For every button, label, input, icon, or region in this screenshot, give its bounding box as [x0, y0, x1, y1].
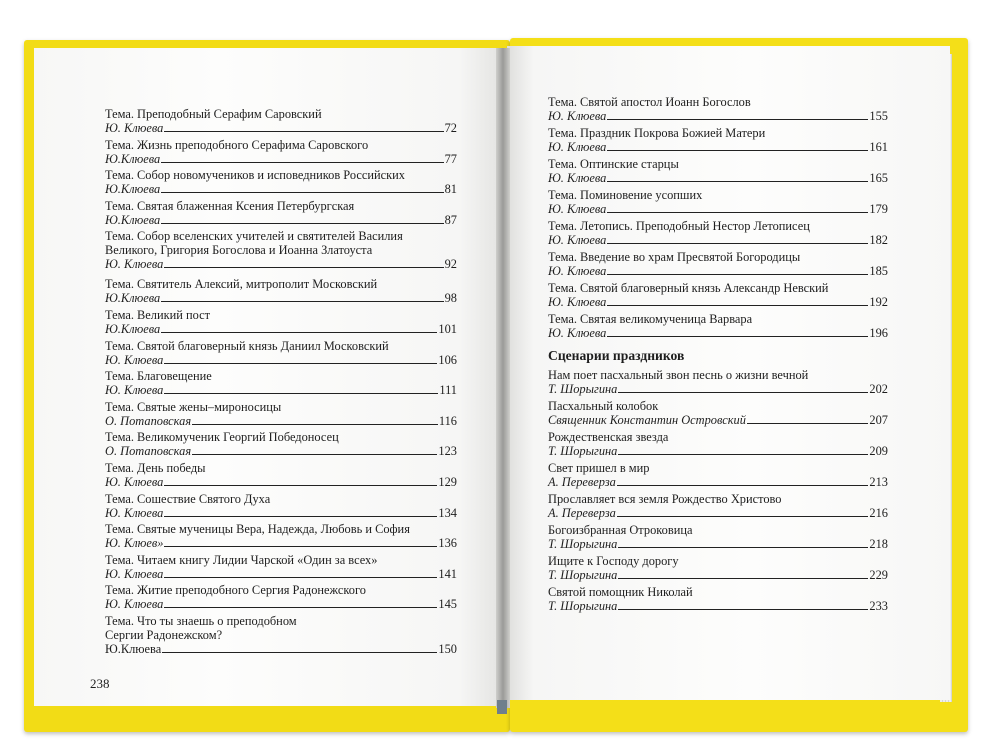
entry-author: Ю.Клюева [105, 182, 161, 197]
entry-author: Т. Шорыгина [548, 568, 618, 582]
entry-author: Ю.Клюева [105, 321, 161, 336]
toc-entry [548, 523, 888, 554]
entry-author: Ю. Клюева [105, 597, 164, 612]
entry-page-number: 134 [438, 505, 457, 520]
toc-right-list [548, 95, 888, 616]
dot-leader [192, 423, 438, 425]
entry-author: А. Переверза [548, 506, 616, 520]
entry-author: Ю. Клюева [548, 109, 607, 123]
entry-page-number: 196 [869, 326, 888, 340]
entry-title-continued: Великого, Григория Богослова и Иоанна Златоуста [105, 243, 373, 258]
entry-author: Ю.Клюева [105, 212, 161, 227]
entry-title: Тема. Святые жены–мироносицы [105, 399, 282, 414]
entry-title: Тема. Введение во храм Пресвятой Богородицы [548, 250, 801, 264]
entry-title: Святой помощник Николай [548, 585, 693, 599]
dot-leader [607, 335, 868, 337]
entry-page-number: 106 [438, 352, 457, 367]
entry-page-number: 141 [438, 566, 457, 581]
dot-leader [161, 222, 443, 224]
entry-author: Ю. Клюева [105, 383, 164, 398]
entry-author: Т. Шорыгина [548, 382, 618, 396]
entry-title: Тема. Святой благоверный князь Александр Невский [548, 281, 829, 295]
toc-entry [105, 277, 457, 308]
toc-entry [105, 308, 457, 339]
dot-leader [164, 392, 438, 394]
toc-entry [105, 229, 457, 277]
toc-entry [105, 168, 457, 199]
dot-leader [161, 300, 443, 302]
entry-title: Тема. Житие преподобного Сергия Радонежского [105, 583, 366, 598]
dot-leader [162, 651, 437, 653]
dot-leader [164, 545, 437, 547]
entry-page-number: 207 [869, 413, 888, 427]
toc-entry [548, 430, 888, 461]
toc-entry [548, 250, 888, 281]
entry-author: Ю. Клюева [105, 352, 164, 367]
dot-leader [618, 546, 868, 548]
entry-title: Пасхальный колобок [548, 399, 659, 413]
entry-page-number: 92 [444, 257, 457, 272]
entry-author: Ю. Клюева [548, 326, 607, 340]
toc-entry [548, 157, 888, 188]
entry-author: А. Переверза [548, 475, 616, 489]
entry-title: Тема. Святая блаженная Ксения Петербургская [105, 198, 355, 213]
entry-page-number: 81 [444, 182, 457, 197]
entry-author: Ю. Клюева [105, 474, 164, 489]
toc-entry [105, 430, 457, 461]
entry-title: Тема. Собор вселенских учителей и святителей Василия [105, 229, 403, 244]
entry-title: Ищите к Господу дорогу [548, 554, 679, 568]
entry-page-number: 216 [869, 506, 888, 520]
section-heading: Сценарии праздников [548, 348, 685, 363]
entry-author: Ю. Клюева [105, 505, 164, 520]
entry-title: Тема. Преподобный Серафим Саровский [105, 107, 322, 121]
entry-page-number: 77 [444, 151, 457, 166]
entry-page-number: 155 [869, 109, 888, 123]
entry-title: Тема. Собор новомучеников и исповедников Российских [105, 168, 406, 183]
bookmark-ribbon [497, 700, 507, 714]
entry-title: Свет пришел в мир [548, 461, 650, 475]
entry-page-number: 209 [869, 444, 888, 458]
toc-entry [548, 399, 888, 430]
entry-page-number: 129 [438, 474, 457, 489]
dot-leader [747, 422, 869, 424]
entry-page-number: 72 [444, 121, 457, 135]
toc-entry [105, 107, 457, 138]
entry-author: Ю.Клюева [105, 291, 161, 306]
page-number: 238 [90, 676, 110, 691]
entry-title: Тема. Оптинские старцы [548, 157, 679, 171]
entry-page-number: 136 [438, 536, 457, 551]
entry-page-number: 87 [444, 212, 457, 227]
entry-title: Тема. Летопись. Преподобный Нестор Летописец [548, 219, 810, 233]
dot-leader [607, 180, 868, 182]
entry-author: Ю. Клюева [548, 233, 607, 247]
entry-page-number: 116 [438, 413, 457, 428]
entry-title: Тема. Благовещение [105, 369, 212, 384]
entry-page-number: 202 [869, 382, 888, 396]
entry-author: Ю. Клюева [548, 140, 607, 154]
entry-title: Тема. Великий пост [105, 307, 211, 322]
dot-leader [618, 453, 868, 455]
entry-author: Ю. Клюева [548, 202, 607, 216]
entry-page-number: 179 [869, 202, 888, 216]
entry-page-number: 145 [438, 597, 457, 612]
entry-title: Рождественская звезда [548, 430, 669, 444]
dot-leader [164, 576, 437, 578]
toc-entry [548, 492, 888, 523]
entry-page-number: 111 [439, 383, 457, 398]
toc-entry [105, 614, 457, 662]
dot-leader [607, 211, 868, 213]
entry-title: Тема. Святой апостол Иоанн Богослов [548, 95, 751, 109]
entry-title: Тема. Святитель Алексий, митрополит Московский [105, 277, 378, 292]
toc-entry [105, 522, 457, 553]
toc-entry [105, 369, 457, 400]
entry-title: Тема. Читаем книгу Лидии Чарской «Один за всех» [105, 552, 378, 567]
entry-author: Ю.Клюева [105, 641, 162, 656]
dot-leader [161, 331, 437, 333]
dot-leader [618, 608, 868, 610]
dot-leader [164, 515, 437, 517]
entry-page-number: 185 [869, 264, 888, 278]
dot-leader [607, 273, 868, 275]
entry-author: Ю. Клюева [105, 566, 164, 581]
entry-page-number: 233 [869, 599, 888, 613]
toc-entry [105, 339, 457, 370]
toc-entry [548, 554, 888, 585]
entry-author: Т. Шорыгина [548, 599, 618, 613]
entry-author: О. Потаповская [105, 444, 192, 459]
entry-page-number: 150 [438, 641, 457, 656]
dot-leader [161, 191, 443, 193]
entry-title: Тема. Жизнь преподобного Серафима Саровского [105, 137, 369, 152]
entry-author: Ю. Клюева [105, 121, 164, 135]
toc-entry [105, 553, 457, 584]
dot-leader [164, 606, 437, 608]
entry-author: Ю. Клюев» [105, 536, 164, 551]
dot-leader [617, 515, 869, 517]
dot-leader [164, 362, 437, 364]
toc-entry [548, 219, 888, 250]
toc-entry [105, 461, 457, 492]
dot-leader [607, 149, 868, 151]
entry-title: Тема. День победы [105, 460, 206, 475]
entry-page-number: 218 [869, 537, 888, 551]
dot-leader [164, 266, 443, 268]
entry-page-number: 165 [869, 171, 888, 185]
entry-page-number: 123 [438, 444, 457, 459]
toc-entry [548, 461, 888, 492]
toc-entry [548, 312, 888, 343]
entry-author: Ю. Клюева [548, 171, 607, 185]
entry-page-number: 98 [444, 291, 457, 306]
dot-leader [161, 161, 443, 163]
entry-title: Тема. Что ты знаешь о преподобном [105, 613, 297, 628]
entry-page-number: 229 [869, 568, 888, 582]
toc-entry [548, 188, 888, 219]
dot-leader [617, 484, 869, 486]
entry-author: Т. Шорыгина [548, 537, 618, 551]
toc-entry [548, 126, 888, 157]
entry-title: Тема. Поминовение усопших [548, 188, 703, 202]
entry-page-number: 213 [869, 475, 888, 489]
toc-entry [548, 95, 888, 126]
entry-title: Тема. Святой благоверный князь Даниил Московский [105, 338, 389, 353]
entry-page-number: 182 [869, 233, 888, 247]
toc-entry [105, 400, 457, 431]
dot-leader [607, 242, 868, 244]
toc-entry [105, 138, 457, 169]
entry-title: Нам поет пасхальный звон песнь о жизни вечной [548, 368, 809, 382]
dot-leader [164, 130, 443, 132]
entry-title: Тема. Святая великомученица Варвара [548, 312, 753, 326]
entry-author: Т. Шорыгина [548, 444, 618, 458]
dot-leader [618, 577, 868, 579]
entry-author: Ю.Клюева [105, 151, 161, 166]
entry-title: Прославляет вся земля Рождество Христово [548, 492, 782, 506]
book-spine [496, 48, 510, 708]
toc-entry [105, 583, 457, 614]
toc-left-list [105, 107, 457, 662]
entry-page-number: 101 [438, 321, 457, 336]
entry-author: Ю. Клюева [105, 257, 164, 272]
entry-title: Тема. Сошествие Святого Духа [105, 491, 271, 506]
entry-title-continued: Сергии Радонежском? [105, 627, 223, 642]
dot-leader [192, 453, 437, 455]
dot-leader [164, 484, 437, 486]
dot-leader [618, 391, 868, 393]
entry-title: Тема. Святые мученицы Вера, Надежда, Любовь и София [105, 522, 410, 537]
entry-page-number: 161 [869, 140, 888, 154]
toc-entry [105, 199, 457, 230]
entry-author: Ю. Клюева [548, 295, 607, 309]
entry-title: Тема. Праздник Покрова Божией Матери [548, 126, 766, 140]
dot-leader [607, 118, 868, 120]
entry-author: Священник Константин Островский [548, 413, 746, 427]
dot-leader [607, 304, 868, 306]
entry-author: О. Потаповская [105, 413, 192, 428]
toc-entry [548, 585, 888, 616]
entry-title: Тема. Великомученик Георгий Победоносец [105, 430, 339, 445]
toc-entry [548, 368, 888, 399]
toc-entry [105, 492, 457, 523]
entry-title: Богоизбранная Отроковица [548, 523, 693, 537]
entry-page-number: 192 [869, 295, 888, 309]
toc-entry [548, 281, 888, 312]
entry-author: Ю. Клюева [548, 264, 607, 278]
